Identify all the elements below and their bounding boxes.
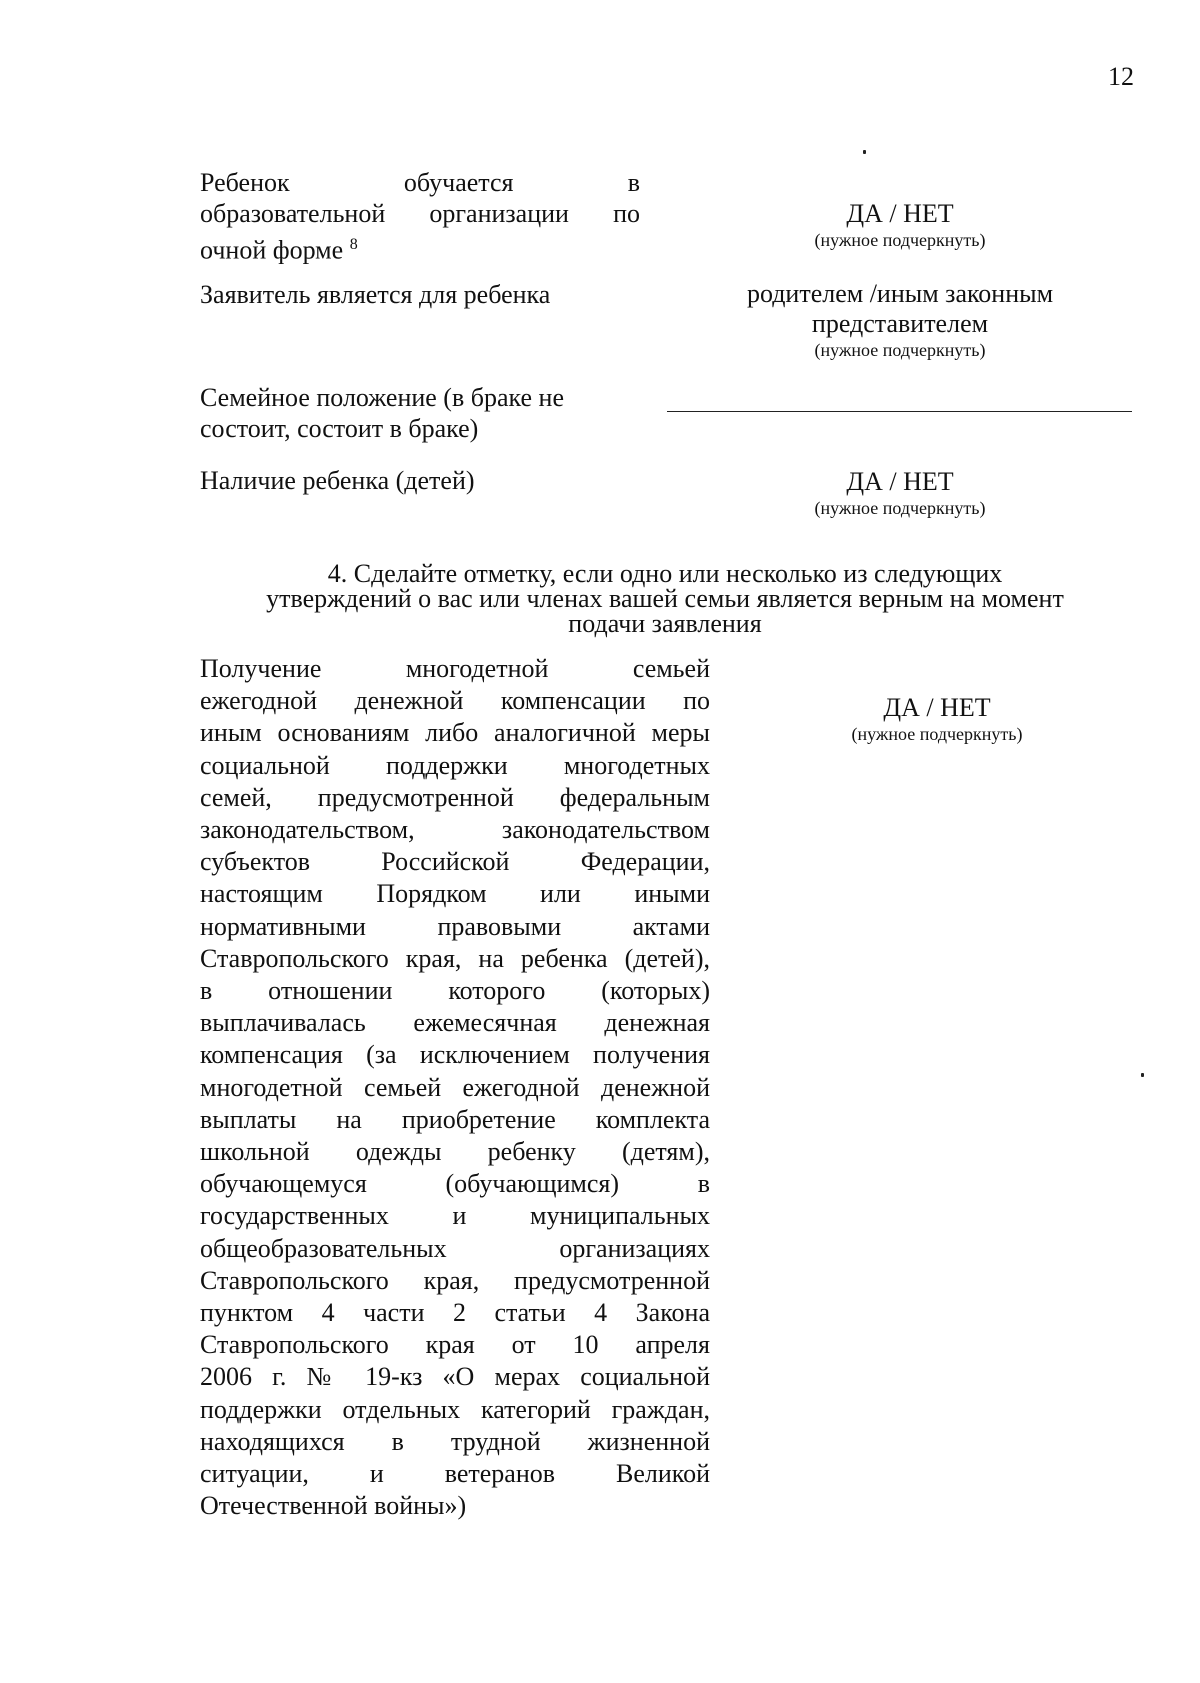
statement-line: Ставропольского края, на ребенка (детей), xyxy=(200,943,710,973)
underline-hint: (нужное подчеркнуть) xyxy=(851,724,1023,744)
statement-line: многодетной семьей ежегодной денежной xyxy=(200,1072,710,1102)
footnote-mark: 8 xyxy=(349,236,358,253)
label-line: Наличие ребенка (детей) xyxy=(200,466,475,495)
statement-line: ситуации, и ветеранов Великой xyxy=(200,1459,710,1489)
marital-status-field[interactable] xyxy=(667,411,1132,413)
label-child-studies xyxy=(200,167,640,266)
section-4-heading xyxy=(230,561,1100,636)
page-number: 12 xyxy=(1108,62,1134,91)
statement-line: выплачивалась ежемесячная денежная xyxy=(200,1008,710,1038)
parent-guardian-choice[interactable]: родителем /иным законным xyxy=(746,279,1054,308)
scan-speck xyxy=(1141,1073,1144,1077)
statement-line: компенсация (за исключением получения xyxy=(200,1040,710,1070)
statement-line: ежегодной денежной компенсации по xyxy=(200,686,710,716)
label-line: очной форме xyxy=(200,235,344,265)
underline-hint: (нужное подчеркнуть) xyxy=(814,340,986,360)
answer-applicant-is xyxy=(720,279,1080,361)
yes-no-choice[interactable]: ДА / НЕТ xyxy=(846,199,954,228)
parent-guardian-choice-cont[interactable]: представителем xyxy=(811,309,989,338)
label-line: состоит, состоит в браке) xyxy=(200,414,479,443)
statement-line: Получение многодетной семьей xyxy=(200,654,710,683)
statement-line: в отношении которого (которых) xyxy=(200,976,710,1006)
heading-line: 4. Сделайте отметку, если одно или несколько из следующих xyxy=(327,559,1003,588)
answer-has-children xyxy=(780,467,1020,519)
yes-no-choice[interactable]: ДА / НЕТ xyxy=(883,693,991,722)
answer-compensation xyxy=(817,693,1057,745)
heading-line: утверждений о вас или членах вашей семьи является верным на момент xyxy=(266,584,1064,613)
statement-line: иным основаниям либо аналогичной меры xyxy=(200,718,710,748)
heading-line: подачи заявления xyxy=(568,609,762,638)
statement-line: находящихся в трудной жизненной xyxy=(200,1426,710,1456)
yes-no-choice[interactable]: ДА / НЕТ xyxy=(846,467,954,496)
label-line: Семейное положение (в браке не xyxy=(200,383,564,412)
statement-line: пунктом 4 части 2 статьи 4 Закона xyxy=(200,1298,710,1328)
statement-line: государственных и муниципальных xyxy=(200,1201,710,1231)
statement-line: Ставропольского края от 10 апреля xyxy=(200,1330,710,1360)
statement-line: 2006 г. № 19-кз «О мерах социальной xyxy=(200,1362,710,1392)
label-has-children xyxy=(200,465,640,496)
label-marital-status xyxy=(200,382,640,444)
statement-line: поддержки отдельных категорий граждан, xyxy=(200,1394,710,1424)
underline-hint: (нужное подчеркнуть) xyxy=(814,230,986,250)
statement-line: выплаты на приобретение комплекта xyxy=(200,1104,710,1134)
scan-speck xyxy=(863,150,866,154)
statement-line: семей, предусмотренной федеральным xyxy=(200,782,710,812)
statement-line: школьной одежды ребенку (детям), xyxy=(200,1137,710,1167)
answer-child-studies xyxy=(780,199,1020,251)
underline-hint: (нужное подчеркнуть) xyxy=(814,498,986,518)
label-line: Заявитель является для ребенка xyxy=(200,280,551,309)
statement-line: Ставропольского края, предусмотренной xyxy=(200,1265,710,1295)
label-line: Ребенок обучается в xyxy=(200,168,640,197)
statement-line: настоящим Порядком или иными xyxy=(200,879,710,909)
statement-line: обучающемуся (обучающимся) в xyxy=(200,1169,710,1199)
label-line: образовательной организации по xyxy=(200,199,640,228)
statement-line: Отечественной войны») xyxy=(200,1491,467,1521)
compensation-statement xyxy=(200,653,710,1522)
statement-line: нормативными правовыми актами xyxy=(200,911,710,941)
statement-line: общеобразовательных организациях xyxy=(200,1233,710,1263)
statement-line: субъектов Российской Федерации, xyxy=(200,847,710,877)
statement-line: законодательством, законодательством xyxy=(200,815,710,845)
label-applicant-is xyxy=(200,279,640,310)
statement-line: социальной поддержки многодетных xyxy=(200,750,710,780)
